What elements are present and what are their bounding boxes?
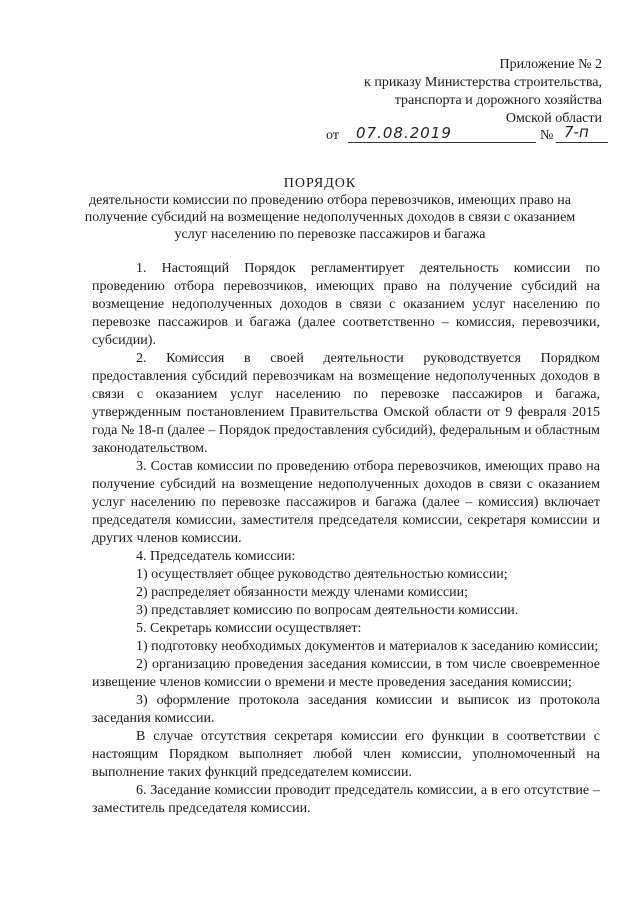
paragraph-4-item-1: 1) осуществляет общее руководство деятельностью комиссии;: [136, 567, 508, 582]
paragraph-5-item-1: 1) подготовку необходимых документов и материалов к заседанию комиссии;: [136, 639, 599, 654]
order-reference-line3: Омской области: [505, 111, 602, 126]
number-underline: [556, 142, 608, 143]
paragraph-4: 4. Председатель комиссии:: [136, 549, 296, 564]
paragraph-5-item-2: 2) организацию проведения заседания комиссии, в том числе своевременное извещение членов комиссии о времени и месте проведения заседания комиссии;: [92, 657, 600, 690]
paragraph-5: 5. Секретарь комиссии осуществляет:: [136, 621, 362, 636]
paragraph-1: 1. Настоящий Порядок регламентирует деятельность комиссии по проведению отбора перевозчиков, имеющих право на получение субсидий на возмещение недополученных доходов в связи с оказанием услуг населению по перевозке пассажиров и багажа (далее соответственно – комиссия, перевозчики, субсидии).: [92, 261, 600, 348]
order-reference-line2: транспорта и дорожного хозяйства: [394, 93, 602, 108]
appendix-header: [302, 56, 602, 128]
document-body: [92, 260, 600, 818]
number-label: №: [540, 128, 554, 143]
paragraph-3: 3. Состав комиссии по проведению отбора перевозчиков, имеющих право на получение субсидий на возмещение недополученных доходов в связи с оказанием услуг населению по перевозке пассажиров и багажа (далее – комиссия) включает председателя комиссии, заместителя председателя комиссии, секретаря комиссии и других членов комиссии.: [92, 459, 600, 546]
handwritten-number: 7-п: [564, 123, 589, 141]
paragraph-6: 6. Заседание комиссии проводит председатель комиссии, а в его отсутствие – заместитель председателя комиссии.: [92, 783, 600, 816]
order-date-number-line: [326, 123, 608, 148]
paragraph-5-item-3: 3) оформление протокола заседания комиссии и выписок из протокола заседания комиссии.: [92, 693, 600, 726]
handwritten-date: 07.08.2019: [356, 124, 452, 142]
appendix-number: Приложение № 2: [499, 57, 602, 72]
paragraph-4-item-2: 2) распределяет обязанности между членами комиссии;: [136, 585, 468, 600]
document-title: ПОРЯДОК: [283, 176, 357, 191]
order-reference-line1: к приказу Министерства строительства,: [364, 75, 602, 90]
date-underline: [348, 142, 536, 143]
paragraph-4-item-3: 3) представляет комиссию по вопросам деятельности комиссии.: [136, 603, 519, 618]
paragraph-2: 2. Комиссия в своей деятельности руководствуется Порядком предоставления субсидий перевозчикам на возмещение недополученных доходов в связи с оказанием услуг населению по перевозке пассажиров и багажа, утвержденным постановлением Правительства Омской области от 9 февраля 2015 года № 18-п (далее – Порядок предоставления субсидий), федеральным и областным законодательством.: [92, 351, 601, 456]
paragraph-5-note: В случае отсутствия секретаря комиссии его функции в соответствии с настоящим Порядком выполняет любой член комиссии, уполномоченный на выполнение таких функций председателем комиссии.: [92, 729, 600, 780]
document-subtitle: деятельности комиссии по проведению отбора перевозчиков, имеющих право на получение субсидий на возмещение недополученных доходов в связи с оказанием услуг населению по перевозке пассажиров и багажа: [84, 193, 576, 242]
date-label: от: [326, 128, 339, 143]
